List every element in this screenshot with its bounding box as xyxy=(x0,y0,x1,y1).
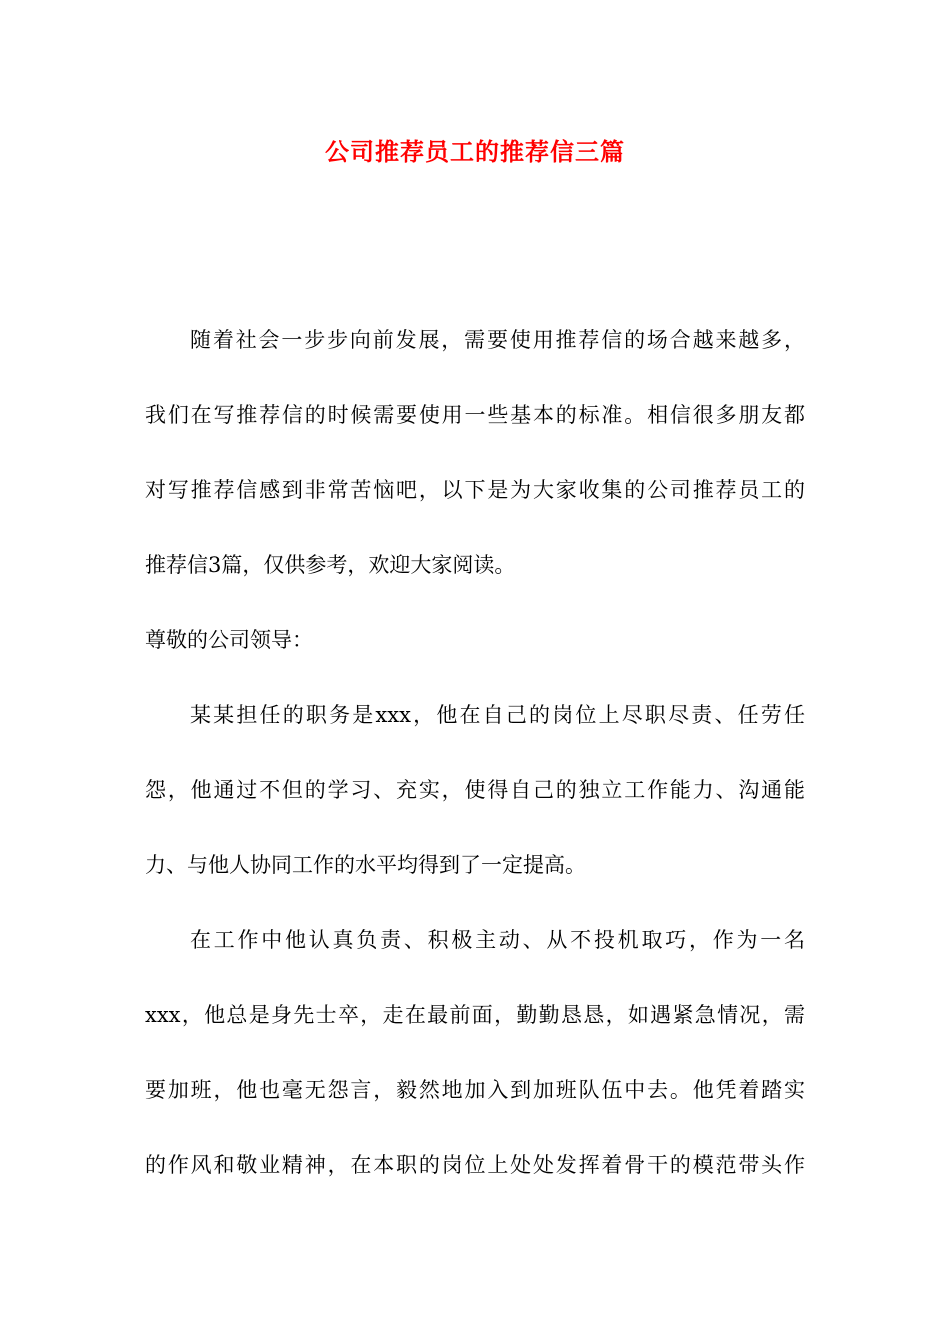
paragraph-line: 怨，他通过不但的学习、充实，使得自己的独立工作能力、沟通能 xyxy=(145,778,805,802)
salutation: 尊敬的公司领导： xyxy=(145,628,313,652)
paragraph-line: xxx，他总是身先士卒，走在最前面，勤勤恳恳，如遇紧急情况，需 xyxy=(145,1003,805,1027)
paragraph-line: 在工作中他认真负责、积极主动、从不投机取巧，作为一名 xyxy=(190,928,805,952)
paragraph-line: 随着社会一步步向前发展，需要使用推荐信的场合越来越多， xyxy=(190,328,805,352)
paragraph-line: 对写推荐信感到非常苦恼吧，以下是为大家收集的公司推荐员工的 xyxy=(145,478,805,502)
paragraph-line: 我们在写推荐信的时候需要使用一些基本的标准。相信很多朋友都 xyxy=(145,403,805,427)
paragraph-line: 的作风和敬业精神，在本职的岗位上处处发挥着骨干的模范带头作 xyxy=(145,1153,805,1177)
paragraph-line: 某某担任的职务是xxx，他在自己的岗位上尽职尽责、任劳任 xyxy=(190,703,805,727)
paragraph-line: 力、与他人协同工作的水平均得到了一定提高。 xyxy=(145,853,586,877)
paragraph-line: 推荐信3篇，仅供参考，欢迎大家阅读。 xyxy=(145,553,516,577)
document-title: 公司推荐员工的推荐信三篇 xyxy=(325,138,625,166)
paragraph-line: 要加班，他也毫无怨言，毅然地加入到加班队伍中去。他凭着踏实 xyxy=(145,1078,805,1102)
